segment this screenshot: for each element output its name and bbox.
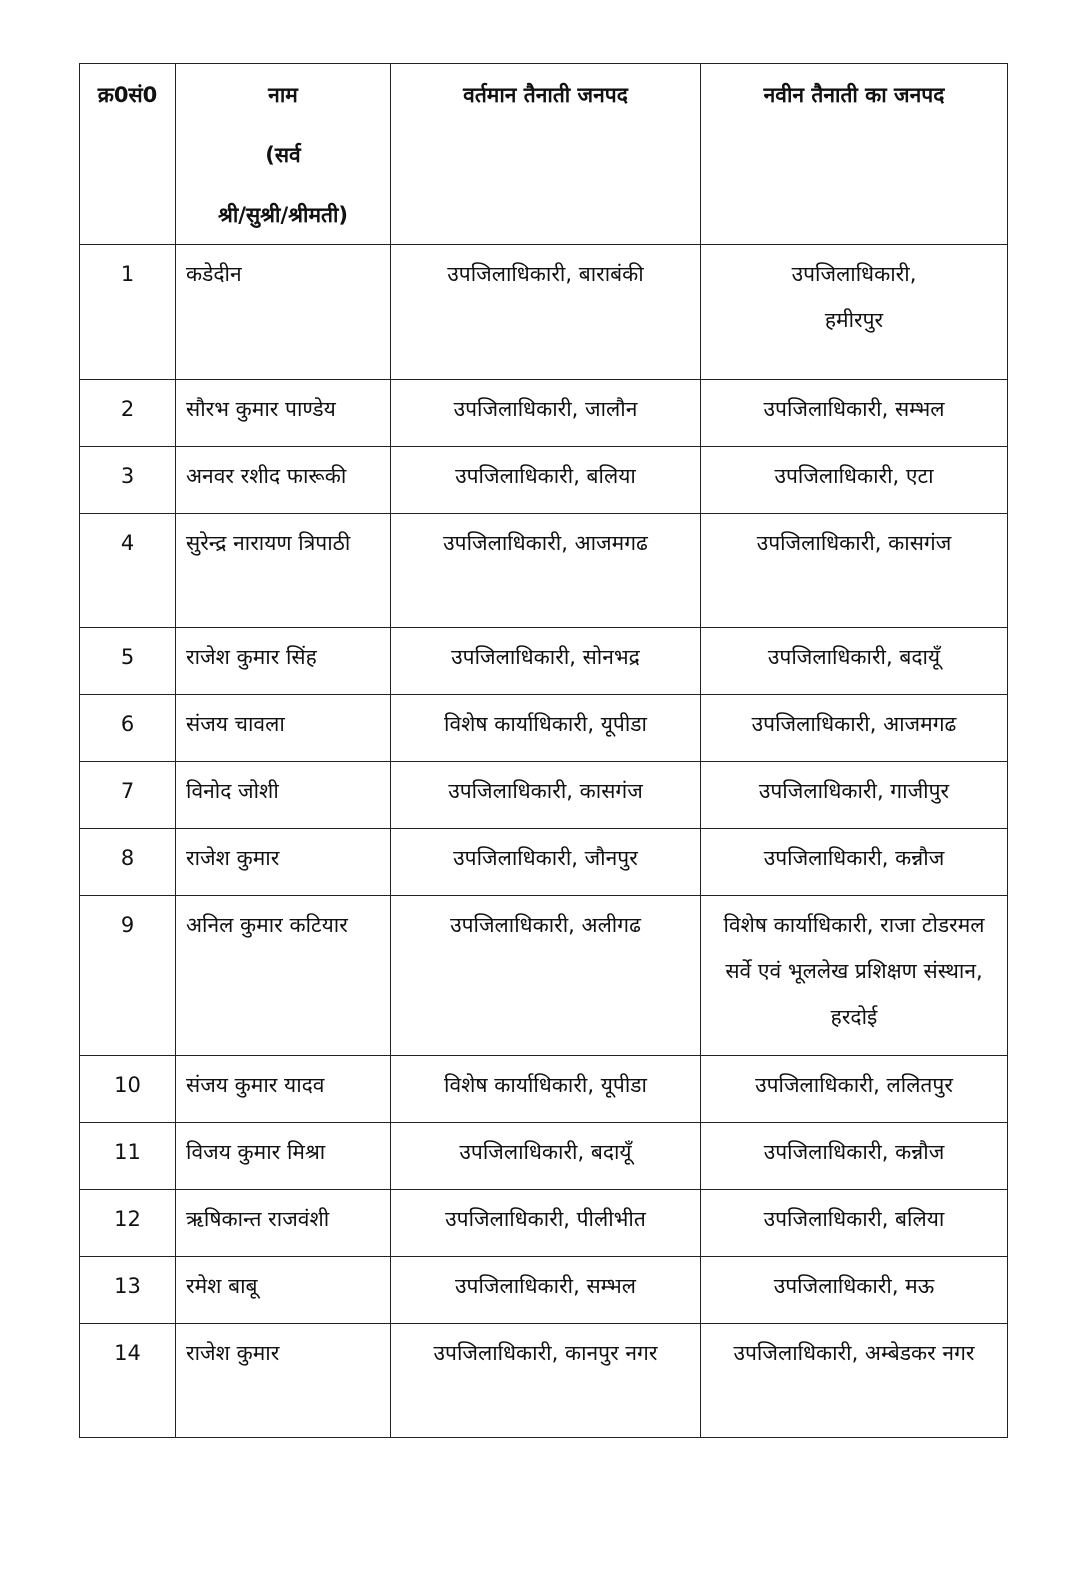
cell-serial: 2 [80,380,176,447]
table-row [80,628,1008,695]
cell-serial: 4 [80,514,176,628]
table-header-row [80,64,1008,245]
cell-new-posting: उपजिलाधिकारी, कासगंज [701,514,1008,628]
cell-name: राजेश कुमार [176,829,391,896]
cell-serial: 9 [80,896,176,1056]
cell-new-posting: उपजिलाधिकारी, एटा [701,447,1008,514]
cell-serial: 14 [80,1324,176,1438]
cell-serial: 1 [80,245,176,380]
cell-new-posting: उपजिलाधिकारी, बदायूँ [701,628,1008,695]
header-new-posting: नवीन तैनाती का जनपद [701,64,1008,245]
cell-name: अनवर रशीद फारूकी [176,447,391,514]
cell-serial: 12 [80,1190,176,1257]
cell-current-posting: उपजिलाधिकारी, बदायूँ [391,1123,701,1190]
header-name [176,64,391,245]
cell-name: राजेश कुमार [176,1324,391,1438]
cell-name: अनिल कुमार कटियार [176,896,391,1056]
cell-name: विजय कुमार मिश्रा [176,1123,391,1190]
cell-current-posting: उपजिलाधिकारी, कासगंज [391,762,701,829]
cell-current-posting: उपजिलाधिकारी, बलिया [391,447,701,514]
table-row [80,1056,1008,1123]
cell-current-posting: उपजिलाधिकारी, सम्भल [391,1257,701,1324]
cell-name: कडेदीन [176,245,391,380]
cell-serial: 10 [80,1056,176,1123]
cell-current-posting: उपजिलाधिकारी, जालौन [391,380,701,447]
cell-name: सौरभ कुमार पाण्डेय [176,380,391,447]
header-serial: क्र0सं0 [80,64,176,245]
cell-current-posting: उपजिलाधिकारी, सोनभद्र [391,628,701,695]
cell-name: रमेश बाबू [176,1257,391,1324]
cell-new-posting: उपजिलाधिकारी, कन्नौज [701,1123,1008,1190]
cell-name: विनोद जोशी [176,762,391,829]
table-row [80,1123,1008,1190]
table-row [80,829,1008,896]
cell-new-posting: उपजिलाधिकारी, हमीरपुर [701,245,1008,380]
cell-serial: 7 [80,762,176,829]
cell-new-posting: उपजिलाधिकारी, मऊ [701,1257,1008,1324]
cell-new-posting: उपजिलाधिकारी, कन्नौज [701,829,1008,896]
cell-name: संजय चावला [176,695,391,762]
header-current-posting: वर्तमान तैनाती जनपद [391,64,701,245]
cell-name: संजय कुमार यादव [176,1056,391,1123]
cell-new-posting: उपजिलाधिकारी, ललितपुर [701,1056,1008,1123]
cell-current-posting: उपजिलाधिकारी, बाराबंकी [391,245,701,380]
cell-current-posting: विशेष कार्याधिकारी, यूपीडा [391,1056,701,1123]
cell-current-posting: उपजिलाधिकारी, पीलीभीत [391,1190,701,1257]
header-name-line3: श्री/सुश्री/श्रीमती) [217,203,349,227]
cell-current-posting: उपजिलाधिकारी, जौनपुर [391,829,701,896]
table-row [80,245,1008,380]
cell-new-posting: उपजिलाधिकारी, अम्बेडकर नगर [701,1324,1008,1438]
cell-new-posting: उपजिलाधिकारी, बलिया [701,1190,1008,1257]
cell-name: ऋषिकान्त राजवंशी [176,1190,391,1257]
cell-current-posting: उपजिलाधिकारी, कानपुर नगर [391,1324,701,1438]
cell-current-posting: उपजिलाधिकारी, अलीगढ [391,896,701,1056]
cell-serial: 11 [80,1123,176,1190]
table-row [80,1190,1008,1257]
cell-serial: 3 [80,447,176,514]
table-row [80,1257,1008,1324]
table-row [80,762,1008,829]
table-row [80,1324,1008,1438]
header-name-line2: (सर्व [265,143,301,167]
cell-serial: 5 [80,628,176,695]
cell-new-posting: विशेष कार्याधिकारी, राजा टोडरमल सर्वे एवं भूललेख प्रशिक्षण संस्थान, हरदोई [701,896,1008,1056]
cell-new-posting: उपजिलाधिकारी, आजमगढ [701,695,1008,762]
cell-new-posting: उपजिलाधिकारी, सम्भल [701,380,1008,447]
cell-serial: 13 [80,1257,176,1324]
cell-current-posting: उपजिलाधिकारी, आजमगढ [391,514,701,628]
table-row [80,695,1008,762]
table-row [80,514,1008,628]
table-row [80,896,1008,1056]
cell-serial: 6 [80,695,176,762]
cell-serial: 8 [80,829,176,896]
table-row [80,447,1008,514]
cell-name: सुरेन्द्र नारायण त्रिपाठी [176,514,391,628]
transfer-table [79,63,1008,1438]
cell-name: राजेश कुमार सिंह [176,628,391,695]
table-row [80,380,1008,447]
cell-current-posting: विशेष कार्याधिकारी, यूपीडा [391,695,701,762]
cell-new-posting: उपजिलाधिकारी, गाजीपुर [701,762,1008,829]
header-name-line1: नाम [268,83,298,107]
